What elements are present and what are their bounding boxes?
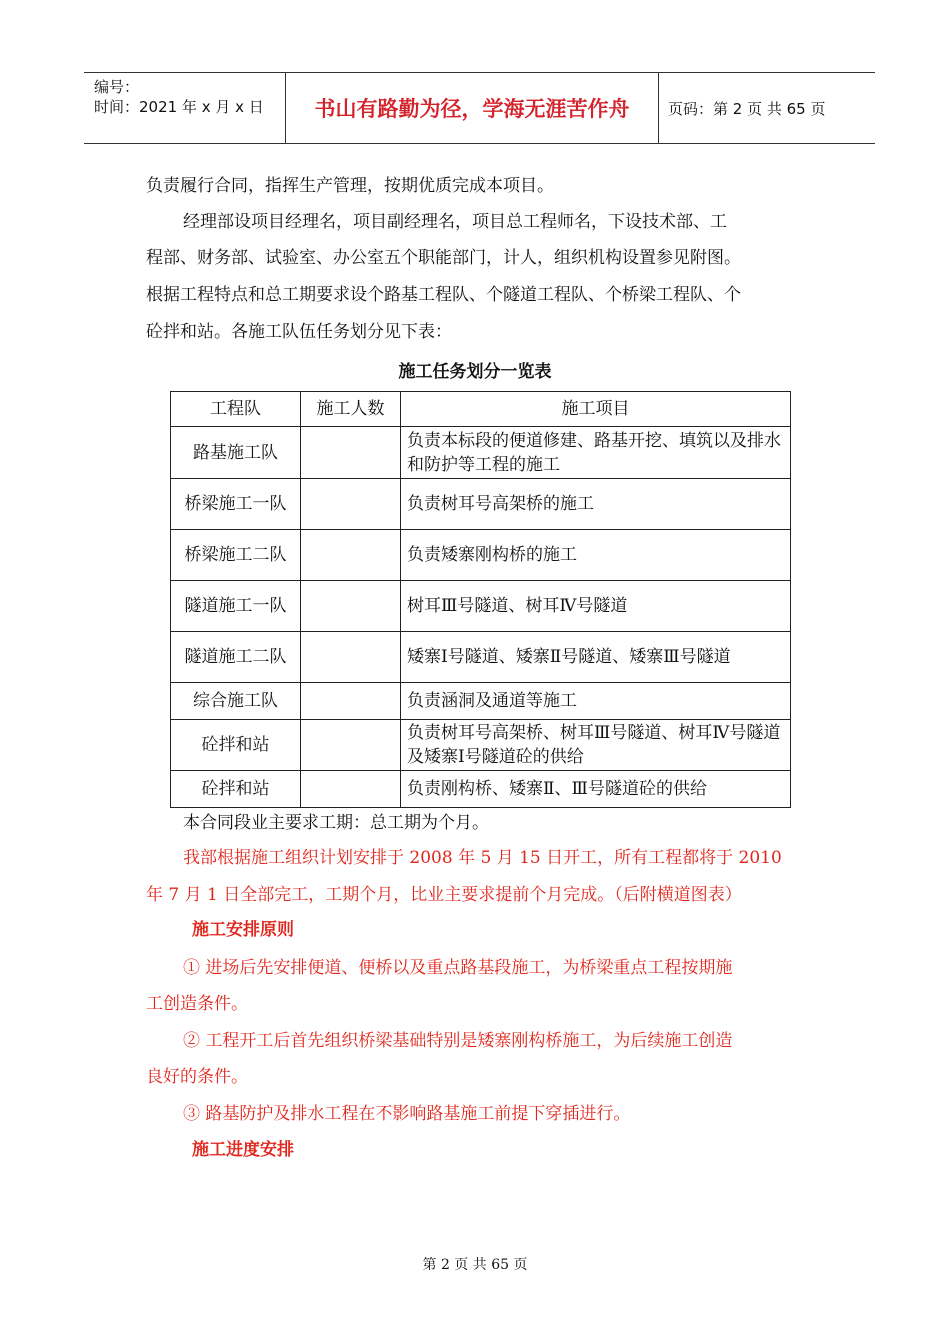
section-heading: 施工安排原则 — [192, 920, 294, 940]
team-cell: 砼拌和站 — [171, 720, 301, 771]
principle-item: ③ 路基防护及排水工程在不影响路基施工前提下穿插进行。 — [183, 1104, 631, 1124]
table-header-row — [171, 392, 791, 427]
column-header: 施工人数 — [301, 392, 401, 427]
header-divider — [658, 73, 659, 143]
table-row — [171, 479, 791, 530]
body-line: 本合同段业主要求工期：总工期为个月。 — [183, 813, 489, 833]
doc-time-label: 时间：2021 年 x 月 x 日 — [94, 98, 264, 116]
count-cell — [301, 427, 401, 479]
table-row — [171, 632, 791, 683]
task-cell: 负责本标段的便道修建、路基开挖、填筑以及排水和防护等工程的施工 — [401, 427, 791, 479]
team-cell: 桥梁施工二队 — [171, 530, 301, 581]
count-cell — [301, 632, 401, 683]
team-cell: 路基施工队 — [171, 427, 301, 479]
table-title: 施工任务划分一览表 — [398, 362, 552, 382]
team-cell: 砼拌和站 — [171, 771, 301, 808]
schedule-line: 我部根据施工组织计划安排于 2008 年 5 月 15 日开工，所有工程都将于 2010 — [183, 848, 782, 868]
header-motto: 书山有路勤为径，学海无涯苦作舟 — [314, 97, 630, 121]
body-line: 经理部设项目经理名，项目副经理名，项目总工程师名，下设技术部、工 — [183, 212, 727, 232]
body-line: 程部、财务部、试验室、办公室五个职能部门，计人，组织机构设置参见附图。 — [146, 248, 741, 268]
task-cell: 矮寨Ⅰ号隧道、矮寨Ⅱ号隧道、矮寨Ⅲ号隧道 — [401, 632, 791, 683]
task-cell: 负责树耳号高架桥的施工 — [401, 479, 791, 530]
body-line: 砼拌和站。各施工队伍任务划分见下表： — [146, 322, 452, 342]
table-row — [171, 581, 791, 632]
page-footer: 第 2 页 共 65 页 — [422, 1257, 528, 1273]
table-row — [171, 530, 791, 581]
header-page-label: 页码：第 2 页 共 65 页 — [668, 99, 826, 118]
principle-item: ② 工程开工后首先组织桥梁基础特别是矮寨刚构桥施工，为后续施工创造 — [183, 1031, 733, 1051]
team-cell: 桥梁施工一队 — [171, 479, 301, 530]
task-cell: 负责涵洞及通道等施工 — [401, 683, 791, 720]
count-cell — [301, 530, 401, 581]
team-cell: 隧道施工二队 — [171, 632, 301, 683]
principle-item: 工创造条件。 — [146, 994, 248, 1014]
table-row — [171, 720, 791, 771]
team-cell: 综合施工队 — [171, 683, 301, 720]
body-line: 负责履行合同，指挥生产管理，按期优质完成本项目。 — [146, 176, 554, 196]
task-cell: 负责刚构桥、矮寨Ⅱ、Ⅲ号隧道砼的供给 — [401, 771, 791, 808]
body-line: 根据工程特点和总工期要求设个路基工程队、个隧道工程队、个桥梁工程队、个 — [146, 285, 741, 305]
principle-item: ① 进场后先安排便道、便桥以及重点路基段施工，为桥梁重点工程按期施 — [183, 958, 733, 978]
table-row — [171, 683, 791, 720]
count-cell — [301, 683, 401, 720]
section-heading: 施工进度安排 — [192, 1140, 294, 1160]
document-header — [84, 72, 875, 144]
task-cell: 负责矮寨刚构桥的施工 — [401, 530, 791, 581]
column-header: 施工项目 — [401, 392, 791, 427]
team-cell: 隧道施工一队 — [171, 581, 301, 632]
task-cell: 负责树耳号高架桥、树耳Ⅲ号隧道、树耳Ⅳ号隧道及矮寨Ⅰ号隧道砼的供给 — [401, 720, 791, 771]
header-meta — [94, 77, 264, 117]
task-cell: 树耳Ⅲ号隧道、树耳Ⅳ号隧道 — [401, 581, 791, 632]
count-cell — [301, 771, 401, 808]
count-cell — [301, 581, 401, 632]
table-row — [171, 771, 791, 808]
principle-item: 良好的条件。 — [146, 1067, 248, 1087]
table-row — [171, 427, 791, 479]
count-cell — [301, 479, 401, 530]
column-header: 工程队 — [171, 392, 301, 427]
schedule-line: 年 7 月 1 日全部完工，工期个月，比业主要求提前个月完成。（后附横道图表） — [146, 885, 742, 905]
count-cell — [301, 720, 401, 771]
doc-number-label: 编号： — [94, 78, 140, 96]
task-table — [170, 391, 791, 808]
